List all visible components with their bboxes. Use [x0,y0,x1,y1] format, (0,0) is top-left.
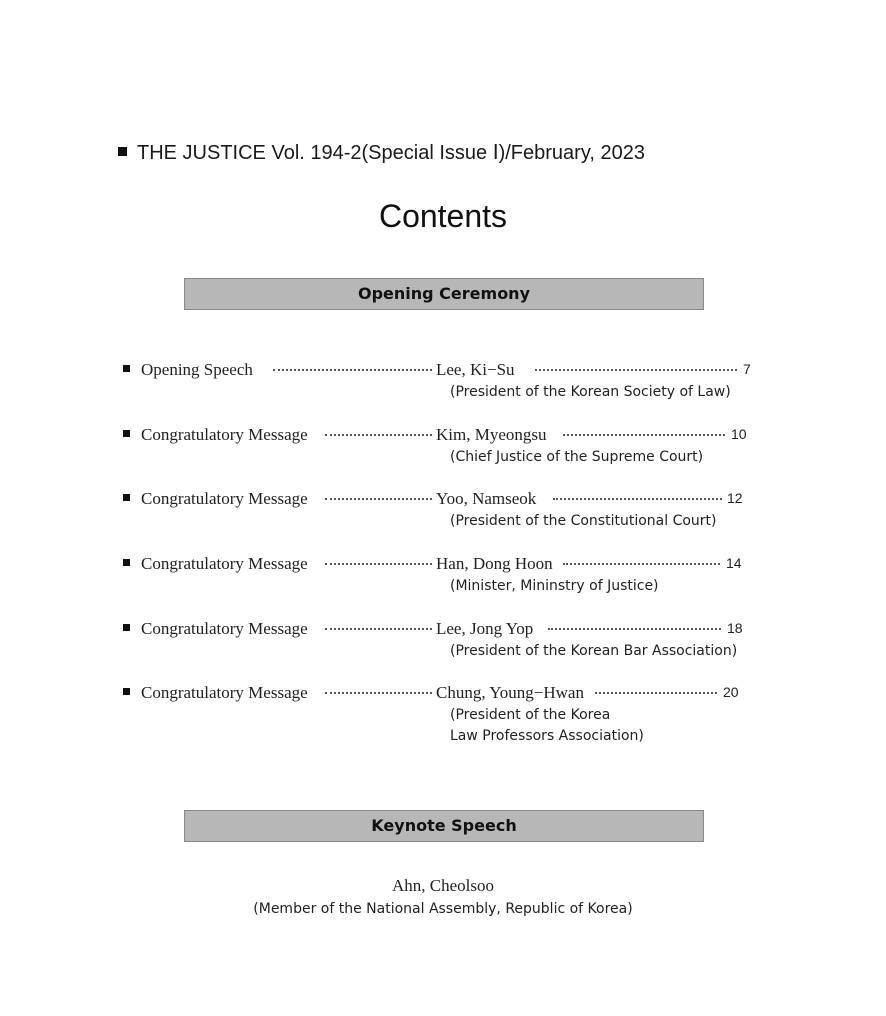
entry-author: Yoo, Namseok [436,489,537,508]
leader-dots [553,498,722,500]
square-bullet-icon [118,147,127,156]
leader-dots [563,434,725,436]
leader-dots [563,563,720,565]
affiliation-line: (Minister, Mininstry of Justice) [450,578,659,594]
entry-kind: Opening Speech [141,360,253,379]
entry-page-number: 14 [726,555,742,571]
entry-author: Lee, Ki−Su [436,360,515,379]
square-bullet-icon [123,624,130,631]
affiliation-line: (President of the Korean Society of Law) [450,384,731,400]
leader-dots [325,628,432,630]
entry-affiliation [450,641,737,662]
square-bullet-icon [123,559,130,566]
entry-page-number: 20 [723,684,739,700]
entry-kind: Congratulatory Message [141,683,308,702]
leader-dots [595,692,717,694]
affiliation-line: (President of the Constitutional Court) [450,513,717,529]
page-title: Contents [378,198,508,234]
affiliation-line: (President of the Korea [450,707,611,723]
entry-kind: Congratulatory Message [141,489,308,508]
entry-page-number: 7 [743,361,751,377]
square-bullet-icon [123,494,130,501]
entry-affiliation [450,511,717,532]
section-header-keynote-speech: Keynote Speech [184,810,704,842]
keynote-author[interactable]: Ahn, Cheolsoo [392,876,494,895]
entry-kind: Congratulatory Message [141,425,308,444]
entry-affiliation [450,382,731,403]
entry-page-number: 18 [727,620,743,636]
entry-author: Han, Dong Hoon [436,554,553,573]
square-bullet-icon [123,365,130,372]
entry-affiliation [450,576,659,597]
affiliation-line: Law Professors Association) [450,728,644,744]
section-header-opening-ceremony: Opening Ceremony [184,278,704,310]
keynote-affiliation: (Member of the National Assembly, Republic of Korea) [253,901,633,917]
affiliation-line: (Chief Justice of the Supreme Court) [450,449,704,465]
leader-dots [325,498,432,500]
square-bullet-icon [123,688,130,695]
leader-dots [325,434,432,436]
entry-page-number: 10 [731,426,747,442]
entry-author: Lee, Jong Yop [436,619,534,638]
affiliation-line: (President of the Korean Bar Association) [450,643,738,659]
leader-dots [535,369,737,371]
entry-page-number: 12 [727,490,743,506]
entry-author: Chung, Young−Hwan [436,683,584,702]
square-bullet-icon [123,430,130,437]
entry-kind: Congratulatory Message [141,554,308,573]
entry-affiliation [450,705,644,747]
leader-dots [273,369,432,371]
leader-dots [548,628,721,630]
leader-dots [325,692,432,694]
journal-header [118,140,645,165]
leader-dots [325,563,432,565]
entry-affiliation [450,447,703,468]
entry-author: Kim, Myeongsu [436,425,547,444]
entry-kind: Congratulatory Message [141,619,308,638]
journal-title: THE JUSTICE Vol. 194-2(Special Issue Ⅰ)/February, 2023 [137,142,645,164]
